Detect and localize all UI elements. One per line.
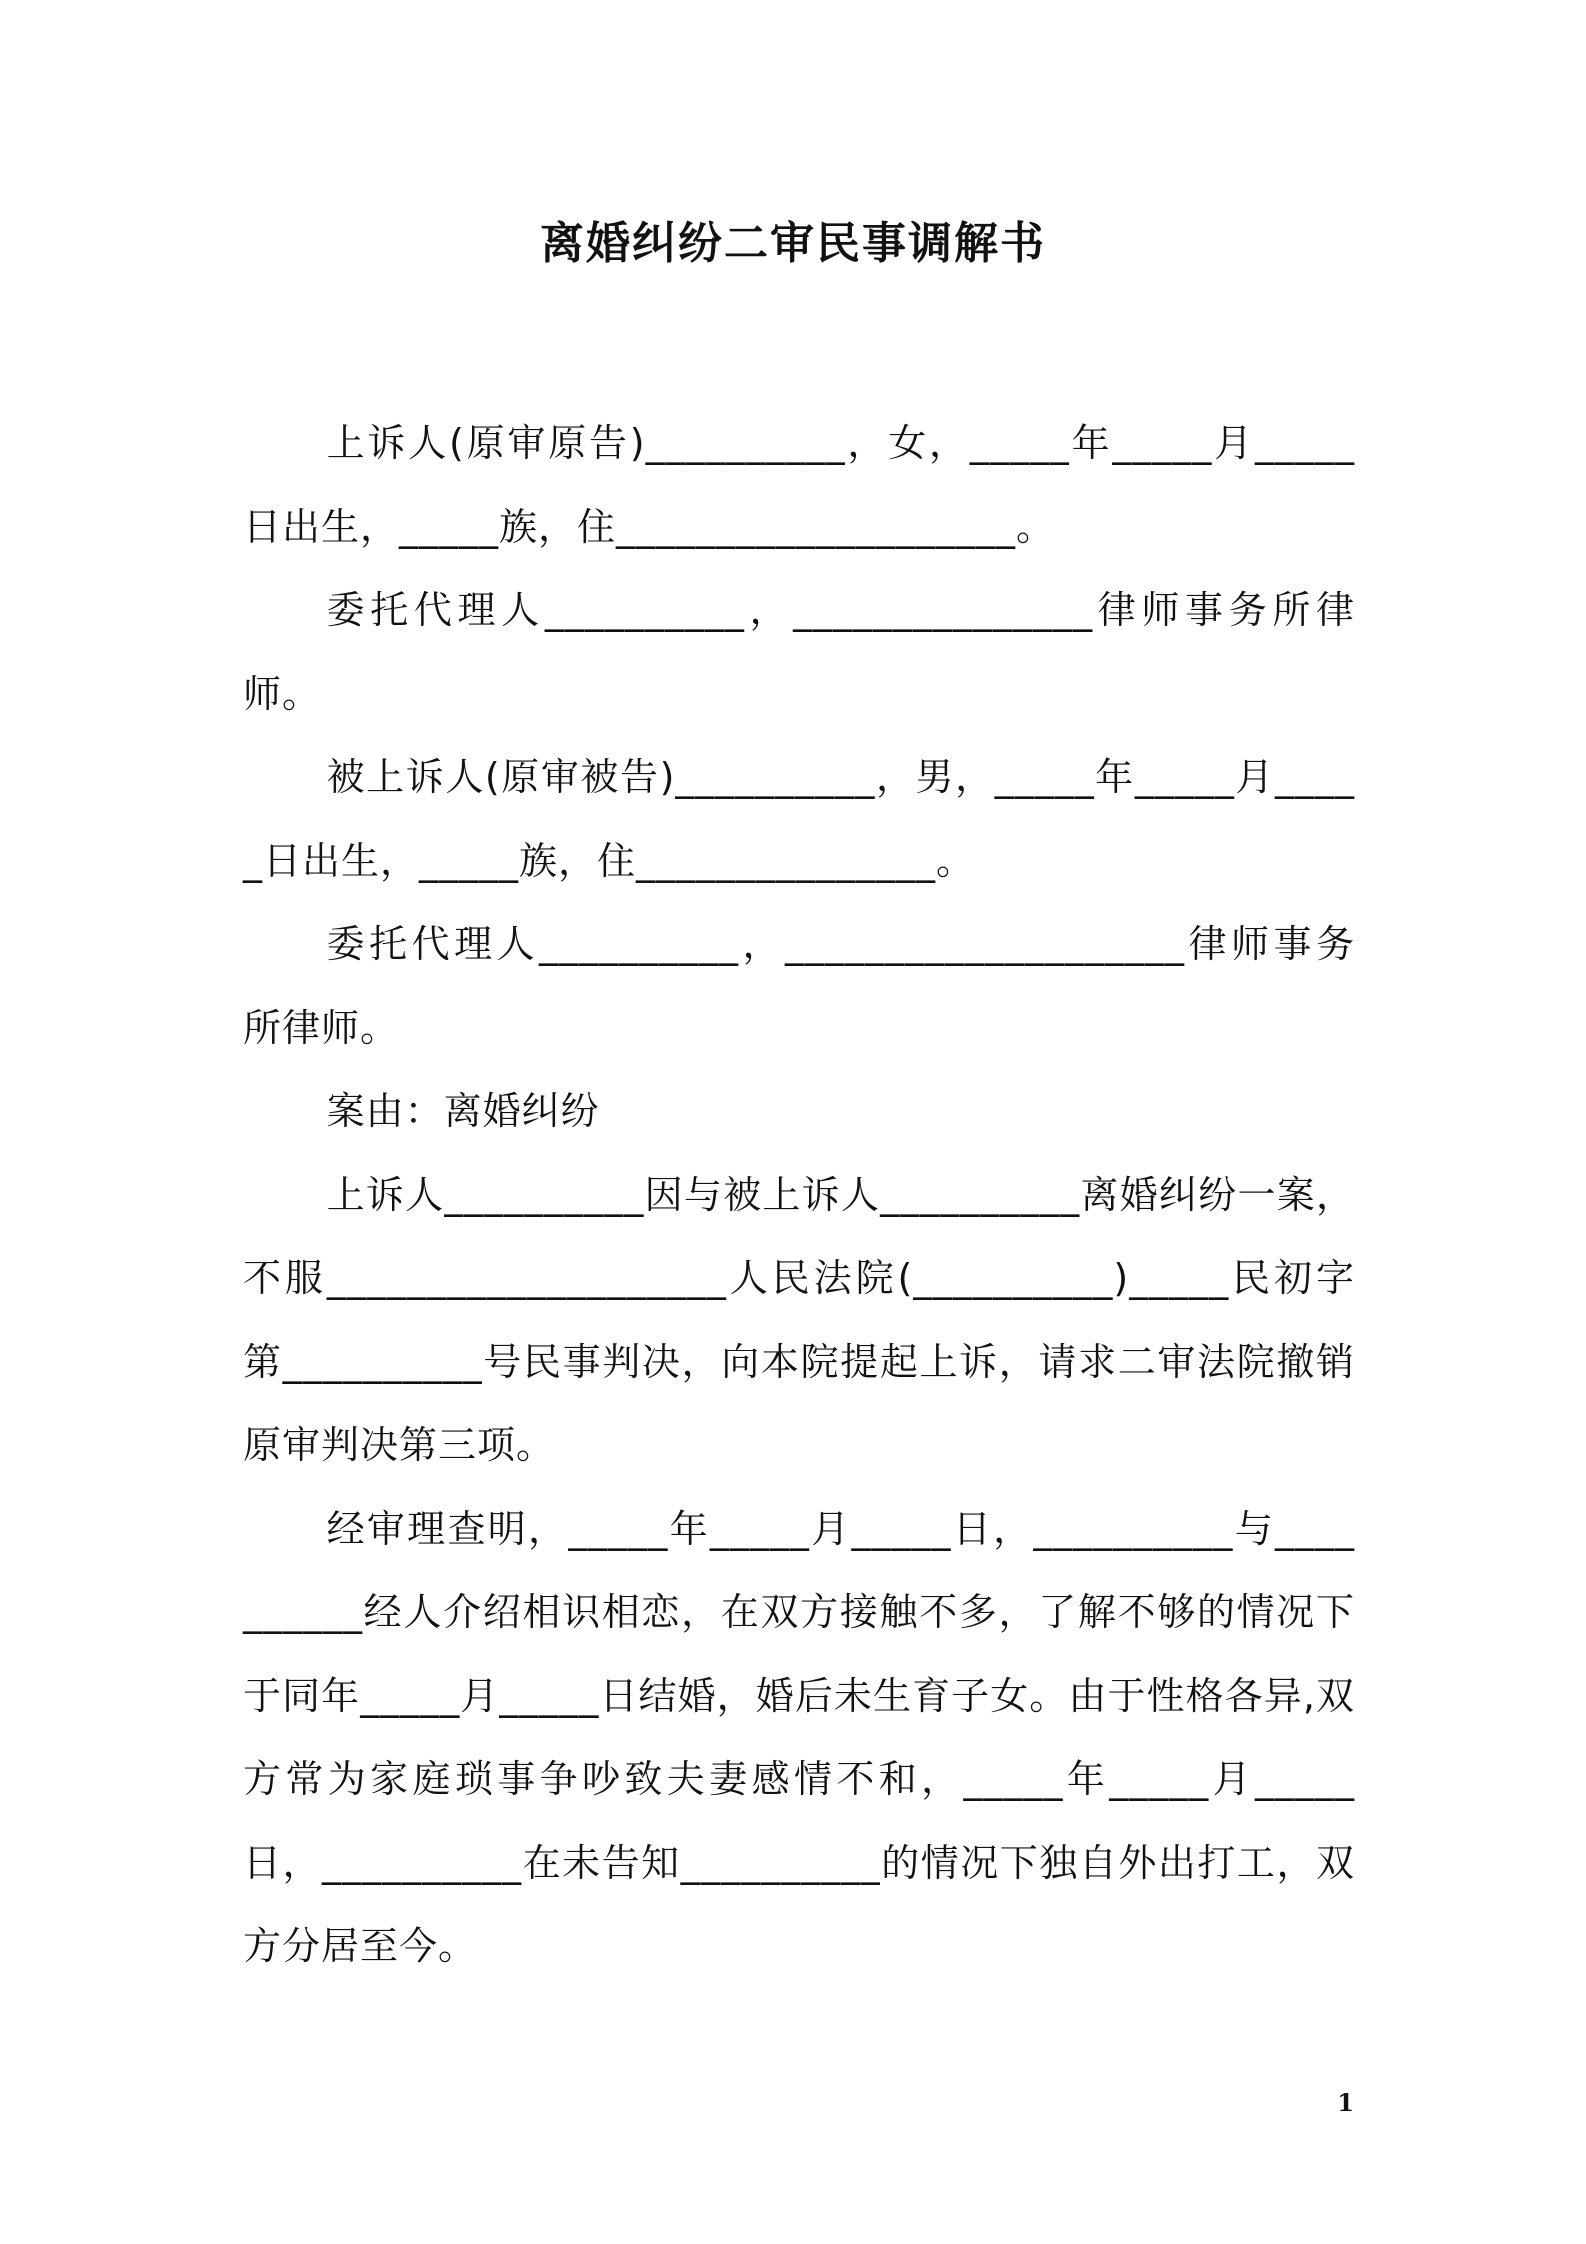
- paragraph-appellee-agent: 委托代理人__________，____________________律师事务所律师。: [243, 922, 1355, 1050]
- document-body: [243, 402, 1355, 1989]
- paragraph-findings: 经审理查明，_____年_____月_____日，__________与__________经人介绍相识相恋，在双方接触不多，了解不够的情况下于同年_____月_____日结婚，婚后未生育子女。由于性格各异,双方常为家庭琐事争吵致夫妻感情不和，_____年_____月_____日，__________在未告知__________的情况下独自外出打工，双方分居至今。: [243, 1506, 1355, 1968]
- paragraph-case-cause: 案由：离婚纠纷: [326, 1089, 600, 1133]
- paragraph-appellant: 上诉人(原审原告)__________，女，_____年_____月_____日出生，_____族，住____________________。: [243, 421, 1355, 549]
- paragraph-appellee: 被上诉人(原审被告)__________，男，_____年_____月_____日出生，_____族，住_______________。: [243, 755, 1355, 883]
- document-title: 离婚纠纷二审民事调解书: [540, 218, 1046, 269]
- paragraph-appellant-agent: 委托代理人__________，_______________律师事务所律师。: [243, 588, 1355, 716]
- page-number: 1: [1337, 2088, 1354, 2117]
- paragraph-appeal: 上诉人__________因与被上诉人__________离婚纠纷一案，不服____________________人民法院(__________)_____民初字第__________号民事判决，向本院提起上诉，请求二审法院撤销原审判决第三项。: [243, 1172, 1355, 1467]
